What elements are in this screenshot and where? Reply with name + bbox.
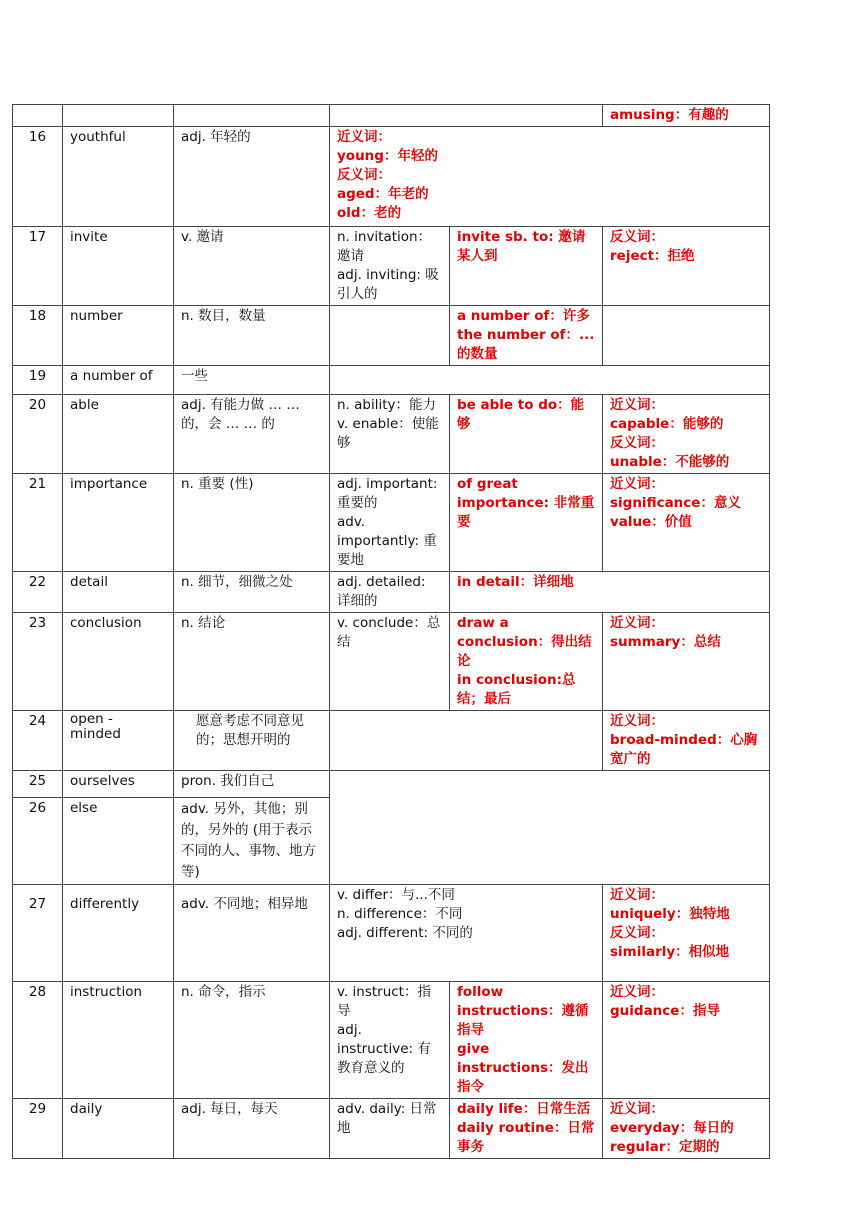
phrases-cell: be able to do：能够: [450, 395, 603, 474]
derivatives-cell: v. conclude：总结: [330, 613, 450, 711]
word-cell: else: [63, 798, 174, 885]
meaning-cell: adj. 有能力做 … …的，会 … … 的: [174, 395, 330, 474]
synonyms-cell: 近义词： broad-minded：心胸宽广的: [603, 711, 770, 771]
synonyms-cell: 近义词： young：年轻的 反义词： aged：年老的 old：老的: [330, 127, 770, 227]
word-cell: able: [63, 395, 174, 474]
meaning-cell: 愿意考虑不同意见的；思想开明的: [174, 711, 330, 771]
synonyms-cell: 反义词： reject：拒绝: [603, 227, 770, 306]
vocabulary-table: [12, 104, 770, 1159]
word-cell: instruction: [63, 982, 174, 1099]
table-row: [13, 395, 770, 474]
word-cell: differently: [63, 885, 174, 982]
derivatives-cell: v. differ：与...不同 n. difference：不同 adj. different: 不同的: [330, 885, 603, 982]
word-cell: a number of: [63, 366, 174, 395]
synonyms-cell: 近义词： uniquely：独特地 反义词： similarly：相似地: [603, 885, 770, 982]
meaning-cell: adj. 年轻的: [174, 127, 330, 227]
meaning-cell: n. 重要 (性): [174, 474, 330, 572]
phrases-cell: invite sb. to: 邀请某人到: [450, 227, 603, 306]
row-number: 23: [13, 613, 63, 711]
table-row: [13, 1099, 770, 1159]
phrases-cell: follow instructions：遵循指导 give instructions：发出指令: [450, 982, 603, 1099]
synonyms-cell: 近义词： guidance：指导: [603, 982, 770, 1099]
table-row: [13, 982, 770, 1099]
derivatives-cell: adj. detailed: 详细的: [330, 572, 450, 613]
meaning-cell: adj. 每日，每天: [174, 1099, 330, 1159]
derivatives-cell: adj. important: 重要的 adv. importantly: 重要地: [330, 474, 450, 572]
row-number: 25: [13, 771, 63, 798]
table-row: [13, 474, 770, 572]
meaning-cell: adv. 不同地；相异地: [174, 885, 330, 982]
row-number: 16: [13, 127, 63, 227]
word-cell: detail: [63, 572, 174, 613]
table-row: [13, 366, 770, 395]
meaning-cell: adv. 另外，其他；别的，另外的 (用于表示不同的人、事物、地方等): [174, 798, 330, 885]
table-row: [13, 306, 770, 366]
word-cell: invite: [63, 227, 174, 306]
derivatives-cell: v. instruct：指导 adj. instructive: 有教育意义的: [330, 982, 450, 1099]
row-number: 24: [13, 711, 63, 771]
word-cell: daily: [63, 1099, 174, 1159]
table-row: [13, 572, 770, 613]
table-row: [13, 613, 770, 711]
synonyms-cell: 近义词： significance：意义 value：价值: [603, 474, 770, 572]
row-number: 19: [13, 366, 63, 395]
row-number: 22: [13, 572, 63, 613]
meaning-cell: 一些: [174, 366, 330, 395]
phrases-cell: in detail：详细地: [450, 572, 770, 613]
meaning-cell: n. 数目，数量: [174, 306, 330, 366]
phrases-cell: of great importance: 非常重要: [450, 474, 603, 572]
derivatives-cell: n. invitation：邀请 adj. inviting: 吸引人的: [330, 227, 450, 306]
meaning-cell: v. 邀请: [174, 227, 330, 306]
word-cell: number: [63, 306, 174, 366]
derivatives-cell: n. ability：能力 v. enable：使能够: [330, 395, 450, 474]
table-row: [13, 771, 770, 798]
table-row: [13, 885, 770, 982]
word-cell: open - minded: [63, 711, 174, 771]
word-cell: conclusion: [63, 613, 174, 711]
derivatives-cell: [330, 306, 450, 366]
table-row: [13, 127, 770, 227]
phrases-cell: a number of：许多 the number of：...的数量: [450, 306, 603, 366]
row-number: 28: [13, 982, 63, 1099]
synonyms-cell: 近义词： capable：能够的 反义词： unable：不能够的: [603, 395, 770, 474]
table-row: [13, 105, 770, 127]
row-number: 18: [13, 306, 63, 366]
synonyms-cell: 近义词： summary：总结: [603, 613, 770, 711]
derivatives-cell: adv. daily: 日常地: [330, 1099, 450, 1159]
synonyms-cell: [603, 306, 770, 366]
word-cell: youthful: [63, 127, 174, 227]
meaning-cell: n. 命令，指示: [174, 982, 330, 1099]
row-number: 20: [13, 395, 63, 474]
row-number: 26: [13, 798, 63, 885]
word-cell: ourselves: [63, 771, 174, 798]
meaning-cell: pron. 我们自己: [174, 771, 330, 798]
synonyms-cell: 近义词： everyday：每日的 regular：定期的: [603, 1099, 770, 1159]
row-number: 21: [13, 474, 63, 572]
meaning-cell: n. 细节，细微之处: [174, 572, 330, 613]
row-number: 27: [13, 885, 63, 982]
row-number: 17: [13, 227, 63, 306]
synonym-line: amusing：有趣的: [610, 107, 729, 123]
word-cell: importance: [63, 474, 174, 572]
phrases-cell: daily life：日常生活 daily routine：日常事务: [450, 1099, 603, 1159]
phrases-cell: draw a conclusion：得出结论 in conclusion:总结；最后: [450, 613, 603, 711]
row-number: 29: [13, 1099, 63, 1159]
table-row: [13, 711, 770, 771]
meaning-cell: n. 结论: [174, 613, 330, 711]
table-row: [13, 227, 770, 306]
